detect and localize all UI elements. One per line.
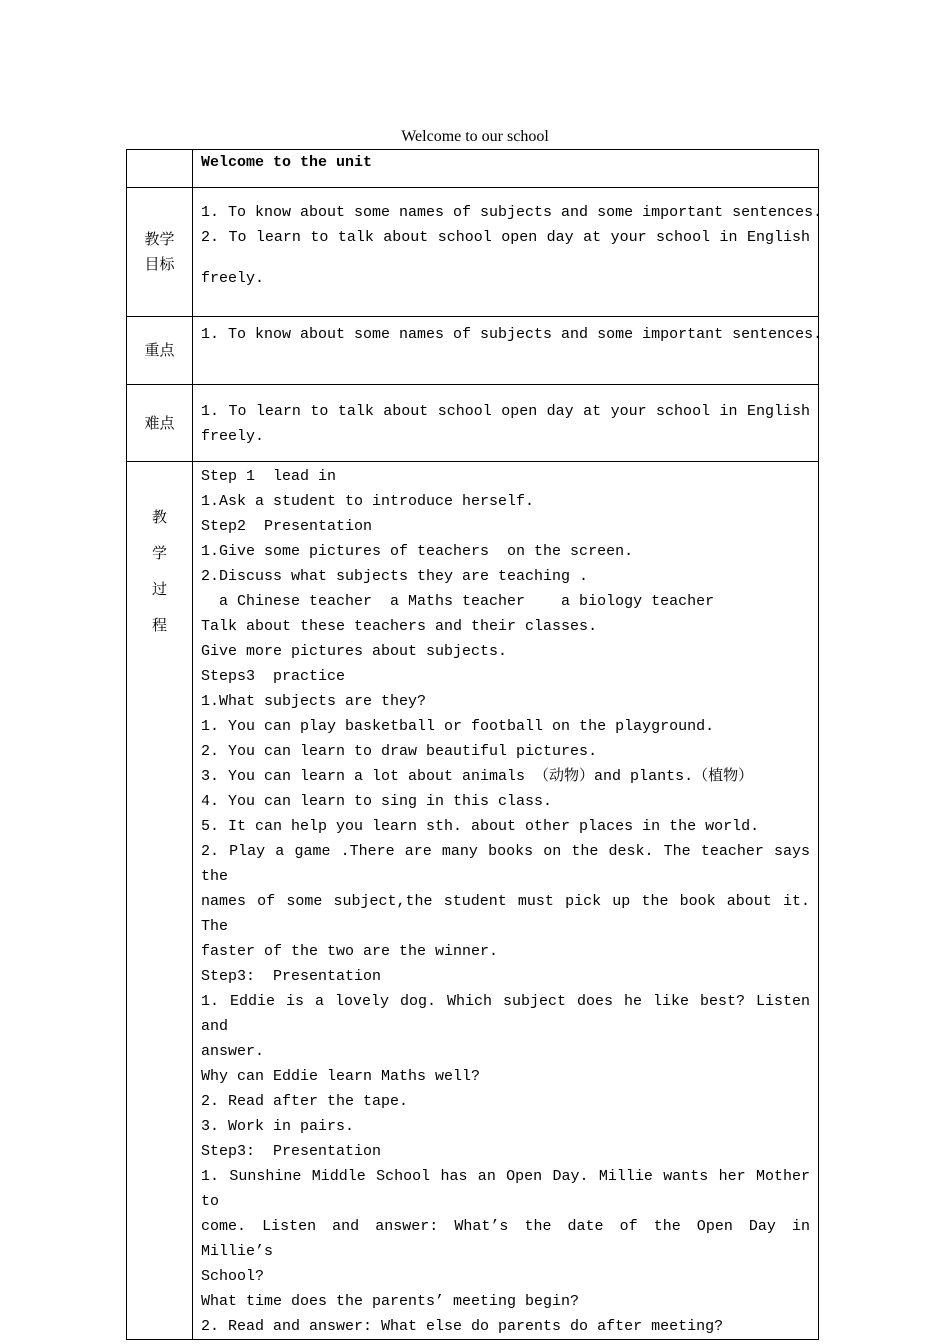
row-key-points xyxy=(127,317,819,385)
process-line: 2. Read after the tape. xyxy=(201,1093,409,1110)
process-line: 4. You can learn to sing in this class. xyxy=(201,793,553,810)
process-line: 2. You can learn to draw beautiful pictures. xyxy=(201,743,598,760)
objectives-line: 2. To learn to talk about school open day at your school in English xyxy=(201,229,810,246)
process-line: School? xyxy=(201,1268,265,1285)
process-line: Steps3 practice xyxy=(201,668,346,685)
process-line: Step3: Presentation xyxy=(201,968,382,985)
process-line: 2. Read and answer: What else do parents do after meeting? xyxy=(201,1318,724,1335)
process-label-char: 过 xyxy=(151,580,167,598)
process-line: 1. You can play basketball or football on the playground. xyxy=(201,718,715,735)
objectives-line: freely. xyxy=(201,270,265,287)
row-unit xyxy=(127,150,819,188)
unit-label-cell xyxy=(127,150,193,188)
process-line: names of some subject,the student must pick up the book about it. The xyxy=(201,893,810,935)
process-line: 1. Eddie is a lovely dog. Which subject does he like best? Listen and xyxy=(201,993,810,1035)
objectives-line: 1. To know about some names of subjects and some important sentences. xyxy=(201,204,823,221)
process-line: answer. xyxy=(201,1043,265,1060)
process-line: 2.Discuss what subjects they are teaching . xyxy=(201,568,589,585)
process-line: 5. It can help you learn sth. about other places in the world. xyxy=(201,818,760,835)
process-line: come. Listen and answer: What’s the date of the Open Day in Millie’s xyxy=(201,1218,810,1260)
key-points-content-cell xyxy=(193,317,823,385)
row-process xyxy=(127,462,819,1340)
process-line: Why can Eddie learn Maths well? xyxy=(201,1068,481,1085)
process-line: 2. Play a game .There are many books on the desk. The teacher says the xyxy=(201,843,810,885)
key-points-line: 1. To know about some names of subjects and some important sentences. xyxy=(201,326,823,343)
objectives-content-cell xyxy=(193,188,823,317)
process-label-char: 程 xyxy=(151,616,167,634)
objectives-label-2: 目标 xyxy=(144,255,175,273)
unit-title: Welcome to the unit xyxy=(201,154,373,171)
difficulties-content-cell xyxy=(193,385,819,462)
process-line: 3. You can learn a lot about animals （动物）and plants.（植物） xyxy=(201,768,754,785)
row-objectives xyxy=(127,188,819,317)
objectives-label-1: 教学 xyxy=(144,230,175,248)
process-content-cell xyxy=(193,462,819,1340)
process-line: faster of the two are the winner. xyxy=(201,943,499,960)
process-line: a Chinese teacher a Maths teacher a biology teacher xyxy=(201,593,715,610)
process-line: 3. Work in pairs. xyxy=(201,1118,355,1135)
difficulties-line: freely. xyxy=(201,428,265,445)
process-line: What time does the parents’ meeting begin? xyxy=(201,1293,580,1310)
unit-content-cell xyxy=(193,150,819,188)
process-line: Give more pictures about subjects. xyxy=(201,643,508,660)
process-label-char: 教 xyxy=(151,508,167,526)
row-difficulties xyxy=(127,385,819,462)
process-line: 1.Ask a student to introduce herself. xyxy=(201,493,535,510)
process-line: Step3: Presentation xyxy=(201,1143,382,1160)
page-title: Welcome to our school xyxy=(401,128,549,145)
objectives-label-cell xyxy=(127,188,193,317)
process-line: 1.What subjects are they? xyxy=(201,693,427,710)
difficulties-line: 1. To learn to talk about school open day at your school in English xyxy=(201,403,810,420)
process-line: 1.Give some pictures of teachers on the screen. xyxy=(201,543,634,560)
process-line: Talk about these teachers and their classes. xyxy=(201,618,598,635)
difficulties-label: 难点 xyxy=(127,385,193,462)
process-line: Step 1 lead in xyxy=(201,468,337,485)
process-label-cell xyxy=(127,462,193,1340)
process-label-char: 学 xyxy=(151,544,167,562)
process-line: 1. Sunshine Middle School has an Open Day. Millie wants her Mother to xyxy=(201,1168,810,1210)
lesson-plan-table xyxy=(126,149,823,1340)
key-points-label: 重点 xyxy=(127,317,193,385)
process-line: Step2 Presentation xyxy=(201,518,373,535)
